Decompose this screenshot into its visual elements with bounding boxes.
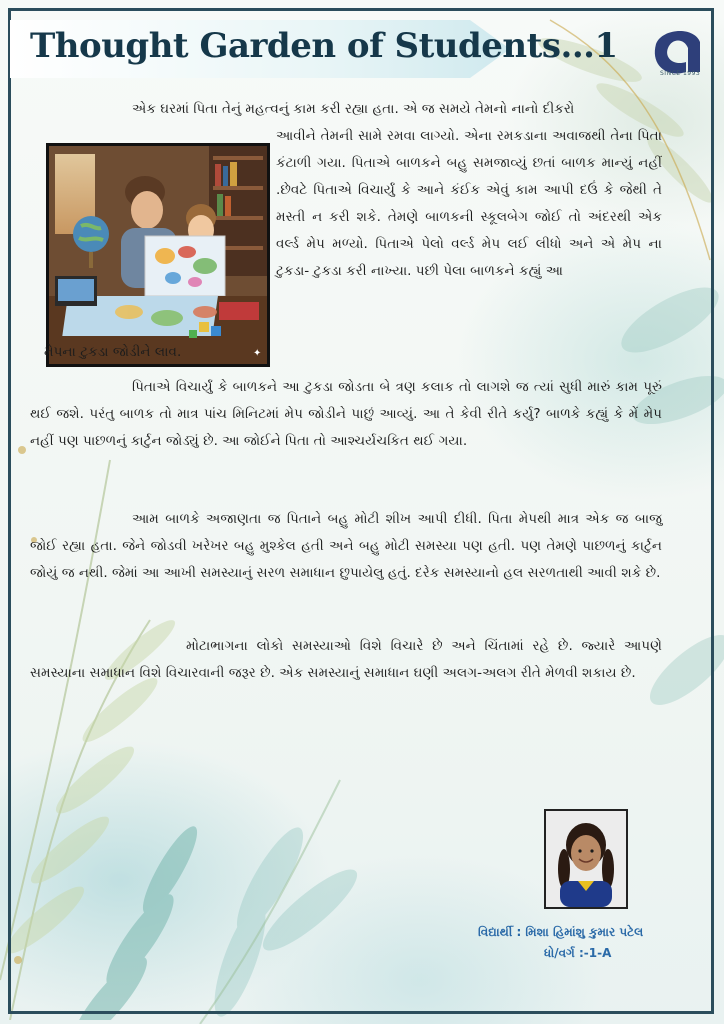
story-paragraph-3 [30,506,662,587]
story-paragraph-1-wrap [276,123,662,339]
student-name: વિદ્યાર્થી : મિશા હિમાંશુ કુમાર પટેલ [478,925,644,939]
story-text: મોટાભાગના લોકો સમસ્યાઓ વિશે વિચારે છે અને ચિંતામાં રહે છે. જ્યારે આપણે સમસ્યાના સમાધાન વિશે વિચારવાની જરૂર છે. એક સમસ્યાનું સમાધાન ઘણી અલગ-અલગ રીતે મેળવી શકાય છે. [30,638,662,681]
story-text: આવીને તેમની સામે રમવા લાગ્યો. એના રમકડાના અવાજથી તેના પિતા કંટાળી ગયા. પિતાએ બાળકને બહુ સમજાવ્યું છતાં બાળક માન્યું નહીં .છેવટે પિતાએ વિચાર્યું કે આને કંઈક એવું કામ આપી દઉં કે જેથી તે મસ્તી ન કરી શકે. તેમણે બાળકની સ્કૂલબેગ જોઈ તો અંદરથી એક વર્લ્ડ મેપ મળ્યો. પિતાએ પેલો વર્લ્ડ મેપ લઈ લીધો અને એ મેપ ના ટુકડા- ટુકડા કરી નાખ્યા. પછી પેલા બાળકને કહ્યું આ [276,128,662,279]
logo-since-text: SINCE 1993 [660,70,701,77]
svg-text:✦: ✦ [253,348,262,359]
student-photo [544,809,628,909]
page-title: Thought Garden of Students...1 [30,26,618,66]
story-text: એક ઘરમાં પિતા તેનું મહત્વનું કામ કરી રહ્યા હતા. એ જ સમયે તેમનો નાનો દીકરો [132,101,575,117]
story-illustration [46,143,270,367]
story-text: મેપના ટુકડા જોડીને લાવ. [44,344,182,360]
story-paragraph-2 [30,374,662,455]
story-text: પિતાએ વિચાર્યું કે બાળકને આ ટુકડા જોડતા બે ત્રણ કલાક તો લાગશે જ ત્યાં સુધી મારું કામ પૂરું થઈ જશે. પરંતુ બાળક તો માત્ર પાંચ મિનિટમાં મેપ જોડીને પાછું આવ્યું. આ તે કેવી રીતે કર્યુ? બાળકે કહ્યું કે મેં મેપ નહીં પણ પાછળનું કાર્ટુન જોડ્યું છે. આ જોઈને પિતા તો આશ્ચર્યચકિત થઈ ગયા. [30,379,662,449]
story-paragraph-1-end [44,339,662,366]
story-paragraph-4 [30,633,662,687]
story-paragraph-1-line-1 [44,96,662,123]
student-class: ધો/વર્ગ :-1-A [544,946,612,960]
story-text: આમ બાળકે અજાણતા જ પિતાને બહુ મોટી શીખ આપી દીધી. પિતા મેપથી માત્ર એક જ બાજુ જોઈ રહ્યા હતા. જેને જોડવી ખરેખર બહુ મુશ્કેલ હતી અને બહુ મોટી સમસ્યા પણ હતી. પણ તેમણે પાછળનું કાર્ટુન જોયું જ નથી. જેમાં આ આખી સમસ્યાનું સરળ સમાધાન છુપાયેલુ હતું. દરેક સમસ્યાનો હલ સરળતાથી આવી શકે છે. [30,511,662,581]
